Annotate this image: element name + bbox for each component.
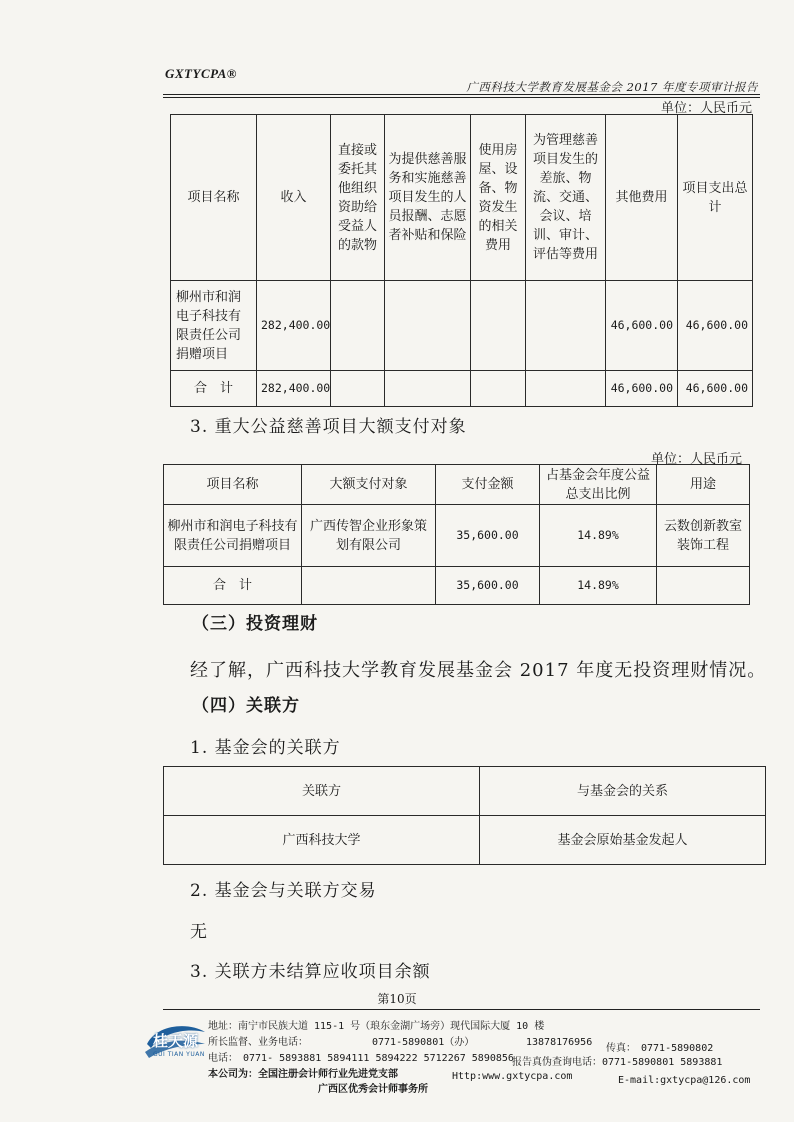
footer-honor: 广西区优秀会计师事务所: [318, 1084, 428, 1095]
col-header-amount: 支付金额: [436, 465, 540, 505]
col-header-management-cost: 为管理慈善项目发生的差旅、物流、交通、会议、培训、审计、评估等费用: [526, 115, 606, 281]
page-number: 第10页: [377, 992, 417, 1006]
related-sub3: 3. 关联方未结算应收项目余额: [190, 962, 431, 982]
total-other-cost-cell: 46,600.00: [606, 371, 678, 407]
ratio-cell: 14.89%: [540, 505, 657, 567]
facility-cost-cell: [471, 281, 526, 371]
related-sub2-body: 无: [190, 922, 208, 942]
footer-verify: 报告真伪查询电话：0771-5890801 5893881: [512, 1057, 723, 1068]
amount-cell: 35,600.00: [436, 505, 540, 567]
table-row: [164, 816, 766, 865]
col-header-total-expense: 项目支出总计: [678, 115, 753, 281]
col-header-payee: 大额支付对象: [302, 465, 436, 505]
total-income-cell: 282,400.00: [257, 371, 331, 407]
col-header-usage: 用途: [657, 465, 750, 505]
col-header-relationship: 与基金会的关系: [480, 767, 766, 816]
table-total-row: [171, 371, 753, 407]
footer-email: E-mail:gxtycpa@126.com: [618, 1075, 751, 1086]
usage-cell: 云数创新教室装饰工程: [657, 505, 750, 567]
col-header-income: 收入: [257, 115, 331, 281]
col-header-related-party: 关联方: [164, 767, 480, 816]
related-party-table: [163, 766, 766, 865]
direct-aid-cell: [331, 281, 385, 371]
total-label-cell: 合 计: [164, 567, 302, 605]
total-usage-cell: [657, 567, 750, 605]
footer-website: Http:www.gxtycpa.com: [452, 1071, 573, 1082]
col-header-other-cost: 其他费用: [606, 115, 678, 281]
table-row: [164, 505, 750, 567]
footer-branch: 本公司为：全国注册会计师行业先进党支部: [208, 1069, 398, 1080]
col-header-facility-cost: 使用房屋、设备、物资发生的相关费用: [471, 115, 526, 281]
total-service-cost-cell: [385, 371, 471, 407]
total-label-cell: 合 计: [171, 371, 257, 407]
footer-phone-office: 0771-5890801（办）: [372, 1037, 475, 1048]
total-direct-aid-cell: [331, 371, 385, 407]
total-management-cost-cell: [526, 371, 606, 407]
total-payee-cell: [302, 567, 436, 605]
payee-cell: 广西传智企业形象策划有限公司: [302, 505, 436, 567]
table1-unit: 单位：人民币元: [660, 101, 752, 116]
relationship-cell: 基金会原始基金发起人: [480, 816, 766, 865]
col-header-direct-aid: 直接或委托其他组织资助给受益人的款物: [331, 115, 385, 281]
col-header-project-name: 项目名称: [171, 115, 257, 281]
other-cost-cell: 46,600.00: [606, 281, 678, 371]
table-row: [171, 281, 753, 371]
table2-header-row: [164, 465, 750, 505]
col-header-ratio: 占基金会年度公益总支出比例: [540, 465, 657, 505]
service-cost-cell: [385, 281, 471, 371]
project-expense-table: [170, 114, 753, 407]
table1-header-row: [171, 115, 753, 281]
income-cell: 282,400.00: [257, 281, 331, 371]
management-cost-cell: [526, 281, 606, 371]
project-name-cell: 柳州市和润电子科技有限责任公司捐赠项目: [164, 505, 302, 567]
footer-tel: 电话： 0771- 5893881 5894111 5894222 5712267 5890856: [208, 1053, 514, 1064]
total-total-expense-cell: 46,600.00: [678, 371, 753, 407]
large-payment-table: [163, 464, 750, 605]
footer-divider: [163, 1009, 760, 1010]
firm-logo: [143, 1022, 207, 1062]
total-amount-cell: 35,600.00: [436, 567, 540, 605]
table-total-row: [164, 567, 750, 605]
logo-text: 桂天源: [153, 1032, 199, 1050]
total-ratio-cell: 14.89%: [540, 567, 657, 605]
total-facility-cost-cell: [471, 371, 526, 407]
col-header-service-cost: 为提供慈善服务和实施慈善项目发生的人员报酬、志愿者补贴和保险: [385, 115, 471, 281]
related-party-cell: 广西科技大学: [164, 816, 480, 865]
footer-fax: 传真： 0771-5890802: [606, 1043, 714, 1054]
table2-unit: 单位：人民币元: [650, 452, 742, 467]
section-related-heading: （四）关联方: [192, 696, 300, 716]
related-sub1: 1. 基金会的关联方: [190, 738, 341, 758]
logo-subtext: GUI TIAN YUAN: [153, 1051, 205, 1058]
section-invest-heading: （三）投资理财: [192, 614, 318, 634]
footer-phone-label: 所长监督、业务电话：: [208, 1037, 308, 1048]
section-invest-body: 经了解，广西科技大学教育发展基金会 2017 年度无投资理财情况。: [190, 660, 767, 681]
section3-title: 3. 重大公益慈善项目大额支付对象: [190, 417, 467, 437]
related-header-row: [164, 767, 766, 816]
total-expense-cell: 46,600.00: [678, 281, 753, 371]
report-title: 广西科技大学教育发展基金会 2017 年度专项审计报告: [466, 80, 758, 94]
footer-address: 地址：南宁市民族大道 115-1 号（琅东金湖广场旁）现代国际大厦 10 楼: [208, 1021, 545, 1032]
project-name-cell: 柳州市和润电子科技有限责任公司捐赠项目: [171, 281, 257, 371]
col-header-project-name: 项目名称: [164, 465, 302, 505]
footer-phone-mobile: 13878176956: [526, 1037, 593, 1048]
brand-mark: GXTYCPA®: [165, 66, 237, 81]
related-sub2: 2. 基金会与关联方交易: [190, 881, 377, 901]
